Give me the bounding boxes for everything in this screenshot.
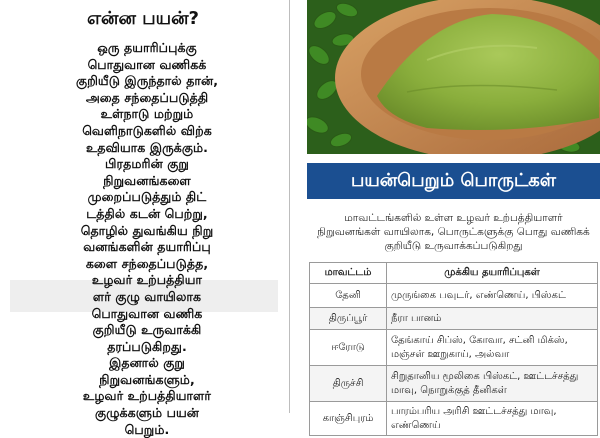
article-line: உள்நாடு மற்றும் <box>100 106 194 122</box>
district-cell: திருப்பூர் <box>310 308 387 330</box>
article-line: தரப்படுகிறது. <box>107 338 187 354</box>
article-line: முறைப்படுத்தும் திட் <box>87 189 207 205</box>
article-line: நிறுவனங்களும், <box>99 371 195 387</box>
district-column-header: மாவட்டம் <box>310 263 387 284</box>
district-cell: காஞ்சிபுரம் <box>310 402 387 436</box>
article-line: தொழில் துவங்கிய நிறு <box>80 222 214 238</box>
moringa-photo-illustration <box>307 0 600 154</box>
table-row <box>310 366 598 402</box>
article-line: வெளிநாடுகளில் விற்க <box>82 122 212 138</box>
article-line: வனங்களின் தயாரிப்பு <box>83 239 211 255</box>
table-row <box>310 402 598 436</box>
article-line: பொதுவான வணிக <box>91 305 203 321</box>
article-line: குறியீடு இருந்தால் தான், <box>75 73 219 89</box>
products-cell: சிறுதானிய மூலிகை பிஸ்கட், ஊட்டச்சத்து மாவு, நொறுக்குத் தீனிகள் <box>387 366 598 402</box>
table-row <box>310 330 598 366</box>
article-line: பொதுவான வணிகக் <box>87 56 207 72</box>
article-column <box>0 0 288 437</box>
panel-title: பயன்பெறும் பொருட்கள் <box>307 163 600 199</box>
article-line: ளர் குழு வாயிலாக <box>92 288 202 304</box>
moringa-powder-photo <box>307 0 600 154</box>
article-line: உதவியாக இருக்கும். <box>85 139 209 155</box>
article-heading: என்ன பயன்? <box>87 7 199 29</box>
products-cell: பாரம்பரிய அரிசி ஊட்டச்சத்து மாவு, எண்ணெய் <box>387 402 598 436</box>
article-line: பெறும். <box>124 421 170 437</box>
article-line: உழவர் உற்பத்தியாளர் <box>82 388 212 404</box>
article-line: குழுக்களும் பயன் <box>94 405 200 421</box>
article-line: டத்தில் கடன் பெற்று, <box>86 205 208 221</box>
article-line: நிறுவனங்களை <box>103 172 191 188</box>
article-line: அதை சந்தைப்படுத்தி <box>85 89 209 105</box>
table-header-row <box>310 263 598 284</box>
column-divider <box>289 0 290 413</box>
table-row <box>310 284 598 308</box>
article-line: பிரதமரின் குறு <box>105 156 189 172</box>
article-line: ஒரு தயாரிப்புக்கு <box>97 40 197 55</box>
district-cell: தேனி <box>310 284 387 308</box>
article-body <box>16 40 278 438</box>
district-cell: திருச்சி <box>310 366 387 402</box>
article-line: இதனால் குறு <box>109 355 185 371</box>
district-cell: ஈரோடு <box>310 330 387 366</box>
article-line: களை சந்தைப்படுத்த, <box>85 255 209 271</box>
products-cell: நீரா பானம் <box>387 308 598 330</box>
table-row <box>310 308 598 330</box>
products-table <box>309 262 598 436</box>
products-column-header: முக்கிய தயாரிப்புகள் <box>387 263 598 284</box>
products-cell: தேங்காய் சிப்ஸ், கோவா, சட்னி மிக்ஸ், மஞ்சள் ஊறுகாய், அல்வா <box>387 330 598 366</box>
products-cell: முருங்கை பவுடர், எண்ணெய், பிஸ்கட் <box>387 284 598 308</box>
panel-intro: மாவட்டங்களில் உள்ள உழவர் உற்பத்தியாளர் நிறுவனங்கள் வாயிலாக, பொருட்களுக்கு பொது வணிகக் குறியீடு உருவாக்கப்படுகிறது <box>307 201 600 263</box>
article-line: குறியீடு உருவாக்கி <box>92 322 202 338</box>
article-line: உழவர் உற்பத்தியா <box>91 272 203 288</box>
